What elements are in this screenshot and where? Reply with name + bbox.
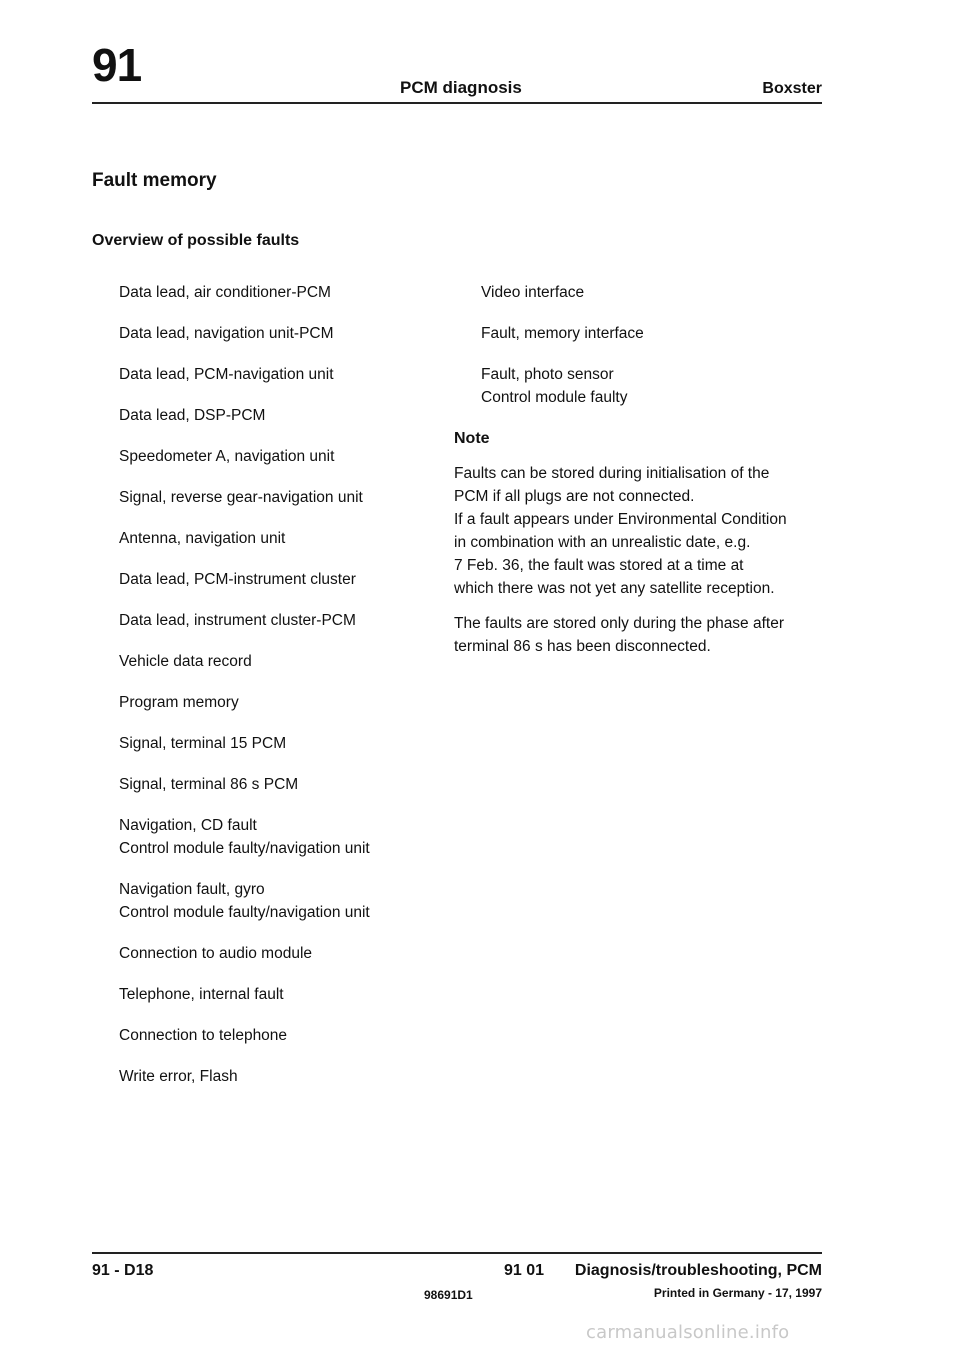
fault-item bbox=[119, 486, 449, 509]
note-line: which there was not yet any satellite reception. bbox=[454, 580, 775, 597]
note-line: 7 Feb. 36, the fault was stored at a time at bbox=[454, 557, 744, 574]
fault-item bbox=[119, 568, 449, 591]
footer-section: 91 01 bbox=[504, 1262, 545, 1279]
fault-item bbox=[119, 445, 449, 468]
fault-item-line: Control module faulty/navigation unit bbox=[119, 840, 370, 857]
note-line: Faults can be stored during initialisation of the bbox=[454, 465, 770, 482]
footer-rule bbox=[92, 1252, 822, 1254]
fault-item-line: Data lead, PCM-navigation unit bbox=[119, 366, 334, 383]
note-line: terminal 86 s has been disconnected. bbox=[454, 638, 711, 655]
fault-item-line: Data lead, instrument cluster-PCM bbox=[119, 612, 356, 629]
footer-page-number: 91 - D18 bbox=[92, 1262, 154, 1279]
fault-item bbox=[481, 322, 831, 345]
footer-title: Diagnosis/troubleshooting, PCM bbox=[574, 1262, 822, 1279]
fault-item-line: Navigation fault, gyro bbox=[119, 881, 265, 898]
fault-item-line: Fault, photo sensor bbox=[481, 366, 614, 383]
fault-item bbox=[119, 404, 449, 427]
fault-item-line: Data lead, DSP-PCM bbox=[119, 407, 266, 424]
fault-item bbox=[119, 1024, 449, 1047]
fault-item bbox=[119, 609, 449, 632]
fault-item bbox=[119, 942, 449, 965]
section-number: 91 bbox=[92, 39, 142, 91]
fault-item bbox=[119, 983, 449, 1006]
fault-item-line: Data lead, PCM-instrument cluster bbox=[119, 571, 356, 588]
fault-item bbox=[481, 363, 831, 409]
header-title: PCM diagnosis bbox=[400, 78, 522, 97]
left-fault-list bbox=[119, 281, 449, 1106]
footer-code: 98691D1 bbox=[424, 1288, 473, 1302]
note-label: Note bbox=[454, 430, 490, 447]
fault-item-line: Antenna, navigation unit bbox=[119, 530, 286, 547]
fault-item-line: Fault, memory interface bbox=[481, 325, 644, 342]
fault-item bbox=[119, 527, 449, 550]
fault-item bbox=[119, 322, 449, 345]
fault-item-line: Program memory bbox=[119, 694, 239, 711]
fault-item bbox=[119, 650, 449, 673]
page-heading: Fault memory bbox=[92, 170, 217, 191]
fault-item bbox=[119, 773, 449, 796]
fault-item bbox=[119, 732, 449, 755]
note-paragraph bbox=[454, 612, 831, 658]
fault-item-line: Data lead, air conditioner-PCM bbox=[119, 284, 331, 301]
fault-item-line: Data lead, navigation unit-PCM bbox=[119, 325, 334, 342]
fault-item-line: Connection to telephone bbox=[119, 1027, 288, 1044]
right-column bbox=[454, 281, 831, 670]
page-subheading: Overview of possible faults bbox=[92, 232, 300, 249]
fault-item-line: Connection to audio module bbox=[119, 945, 313, 962]
note-line: PCM if all plugs are not connected. bbox=[454, 488, 695, 505]
note-body bbox=[454, 462, 831, 658]
footer-printed: Printed in Germany - 17, 1997 bbox=[653, 1286, 822, 1300]
fault-item-line: Signal, terminal 15 PCM bbox=[119, 735, 287, 752]
fault-item-line: Telephone, internal fault bbox=[119, 986, 284, 1003]
fault-item bbox=[119, 878, 449, 924]
fault-item bbox=[119, 363, 449, 386]
fault-item-line: Write error, Flash bbox=[119, 1068, 238, 1085]
fault-item-line: Vehicle data record bbox=[119, 653, 252, 670]
note-paragraph bbox=[454, 462, 831, 600]
header-model: Boxster bbox=[762, 80, 822, 97]
fault-item-line: Signal, reverse gear-navigation unit bbox=[119, 489, 363, 506]
fault-item-line: Control module faulty bbox=[481, 389, 628, 406]
fault-item bbox=[119, 281, 449, 304]
fault-item-line: Speedometer A, navigation unit bbox=[119, 448, 335, 465]
fault-item-line: Signal, terminal 86 s PCM bbox=[119, 776, 299, 793]
header-rule bbox=[92, 102, 822, 104]
note-line: The faults are stored only during the phase after bbox=[454, 615, 785, 632]
fault-item bbox=[119, 814, 449, 860]
right-fault-list bbox=[481, 281, 831, 409]
fault-item-line: Control module faulty/navigation unit bbox=[119, 904, 370, 921]
fault-item bbox=[119, 1065, 449, 1088]
fault-item-line: Video interface bbox=[481, 284, 585, 301]
fault-item bbox=[119, 691, 449, 714]
fault-item bbox=[481, 281, 831, 304]
note-line: If a fault appears under Environmental Condition bbox=[454, 511, 787, 528]
fault-item-line: Navigation, CD fault bbox=[119, 817, 257, 834]
note-line: in combination with an unrealistic date, e.g. bbox=[454, 534, 751, 551]
watermark: carmanualsonline.info bbox=[586, 1322, 790, 1343]
